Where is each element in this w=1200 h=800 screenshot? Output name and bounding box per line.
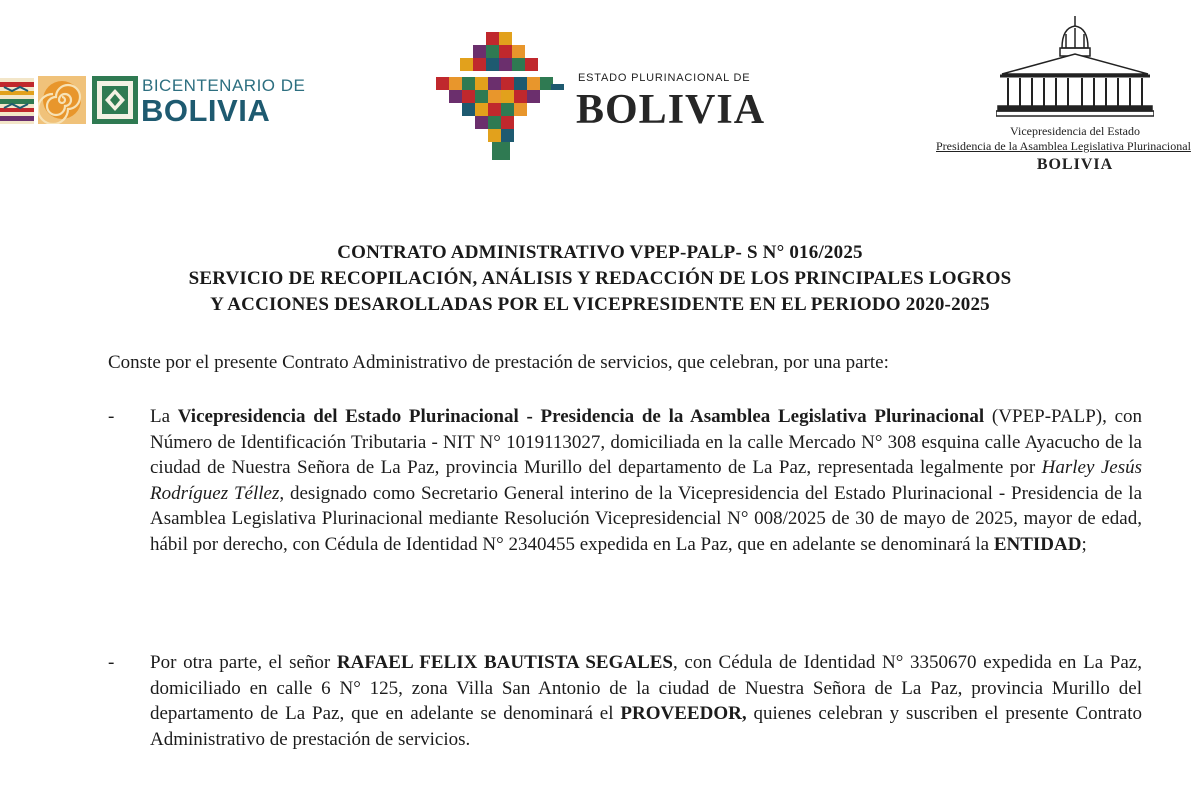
bicentenario-title: BOLIVIA <box>141 93 271 128</box>
mosaic-emblem-icon <box>436 32 564 162</box>
clause-proveedor-text: Por otra parte, el señor RAFAEL FELIX BAUTISTA SEGALES, con Cédula de Identidad N° 3350670 expedida en La Paz, domiciliado en calle 6 N° 125, zona Villa San Antonio de la ciudad de Nuestra Señora de La Paz, provincia Murillo del departamento de La Paz, que en adelante se denominará el PROVEEDOR, quienes celebran y suscriben el presente Contrato Administrativo de prestación de servicios. <box>150 652 1143 750</box>
vicepresidencia-country: BOLIVIA <box>1036 156 1114 173</box>
bicentenario-logo <box>0 70 306 130</box>
estado-plurinacional-logo <box>430 30 770 165</box>
bicentenario-subtitle: BICENTENARIO DE <box>142 76 306 95</box>
title-line-1: CONTRATO ADMINISTRATIVO VPEP-PALP- S N° 016/2025 <box>337 242 863 263</box>
title-line-3: Y ACCIONES DESAROLLADAS POR EL VICEPRESIDENTE EN EL PERIODO 2020-2025 <box>210 294 990 315</box>
geometric-emblem-icon <box>92 76 138 124</box>
vicepresidencia-name: Vicepresidencia del Estado <box>1010 124 1140 138</box>
representative-name: Harley Jesús Rodríguez Téllez <box>150 457 1142 504</box>
legislative-building-icon <box>996 14 1154 118</box>
clause-entidad <box>108 404 1142 557</box>
vicepresidencia-logo <box>930 14 1200 179</box>
provider-name: RAFAEL FELIX BAUTISTA SEGALES <box>336 652 673 673</box>
spiral-icon <box>38 76 86 124</box>
textile-pattern-icon <box>0 78 34 124</box>
estado-title: BOLIVIA <box>576 87 766 133</box>
contract-title <box>60 240 1140 318</box>
estado-subtitle: ESTADO PLURINACIONAL DE <box>578 72 751 84</box>
entity-role: ENTIDAD <box>993 533 1082 555</box>
list-dash: - <box>108 652 115 673</box>
clause-entidad-text: La Vicepresidencia del Estado Plurinacional - Presidencia de la Asamblea Legislativa Plurinacional (VPEP-PALP), con Número de Identificación Tributaria - NIT N° 1019113027, domiciliada en la calle Mercado N° 308 esquina calle Ayacucho de la ciudad de Nuestra Señora de La Paz, provincia Murillo del departamento de La Paz, representada legalmente por Harley Jesús Rodríguez Téllez, designado como Secretario General interino de la Vicepresidencia del Estado Plurinacional - Presidencia de la Asamblea Legislativa Plurinacional mediante Resolución Vicepresidencial N° 008/2025 de 30 de mayo de 2025, mayor de edad, hábil por derecho, con Cédula de Identidad N° 2340455 expedida en La Paz, que en adelante se denominará la ENTIDAD; <box>150 406 1143 555</box>
intro-paragraph: Conste por el presente Contrato Administrativo de prestación de servicios, que celebran, por una parte: <box>108 352 889 373</box>
clause-proveedor <box>108 650 1142 752</box>
provider-role: PROVEEDOR, <box>620 703 747 724</box>
title-line-2: SERVICIO DE RECOPILACIÓN, ANÁLISIS Y REDACCIÓN DE LOS PRINCIPALES LOGROS <box>188 268 1012 289</box>
entity-name: Vicepresidencia del Estado Plurinacional - Presidencia de la Asamblea Legislativa Plurinacional <box>177 406 985 427</box>
list-dash: - <box>108 406 115 427</box>
asamblea-name: Presidencia de la Asamblea Legislativa Plurinacional <box>936 139 1191 153</box>
